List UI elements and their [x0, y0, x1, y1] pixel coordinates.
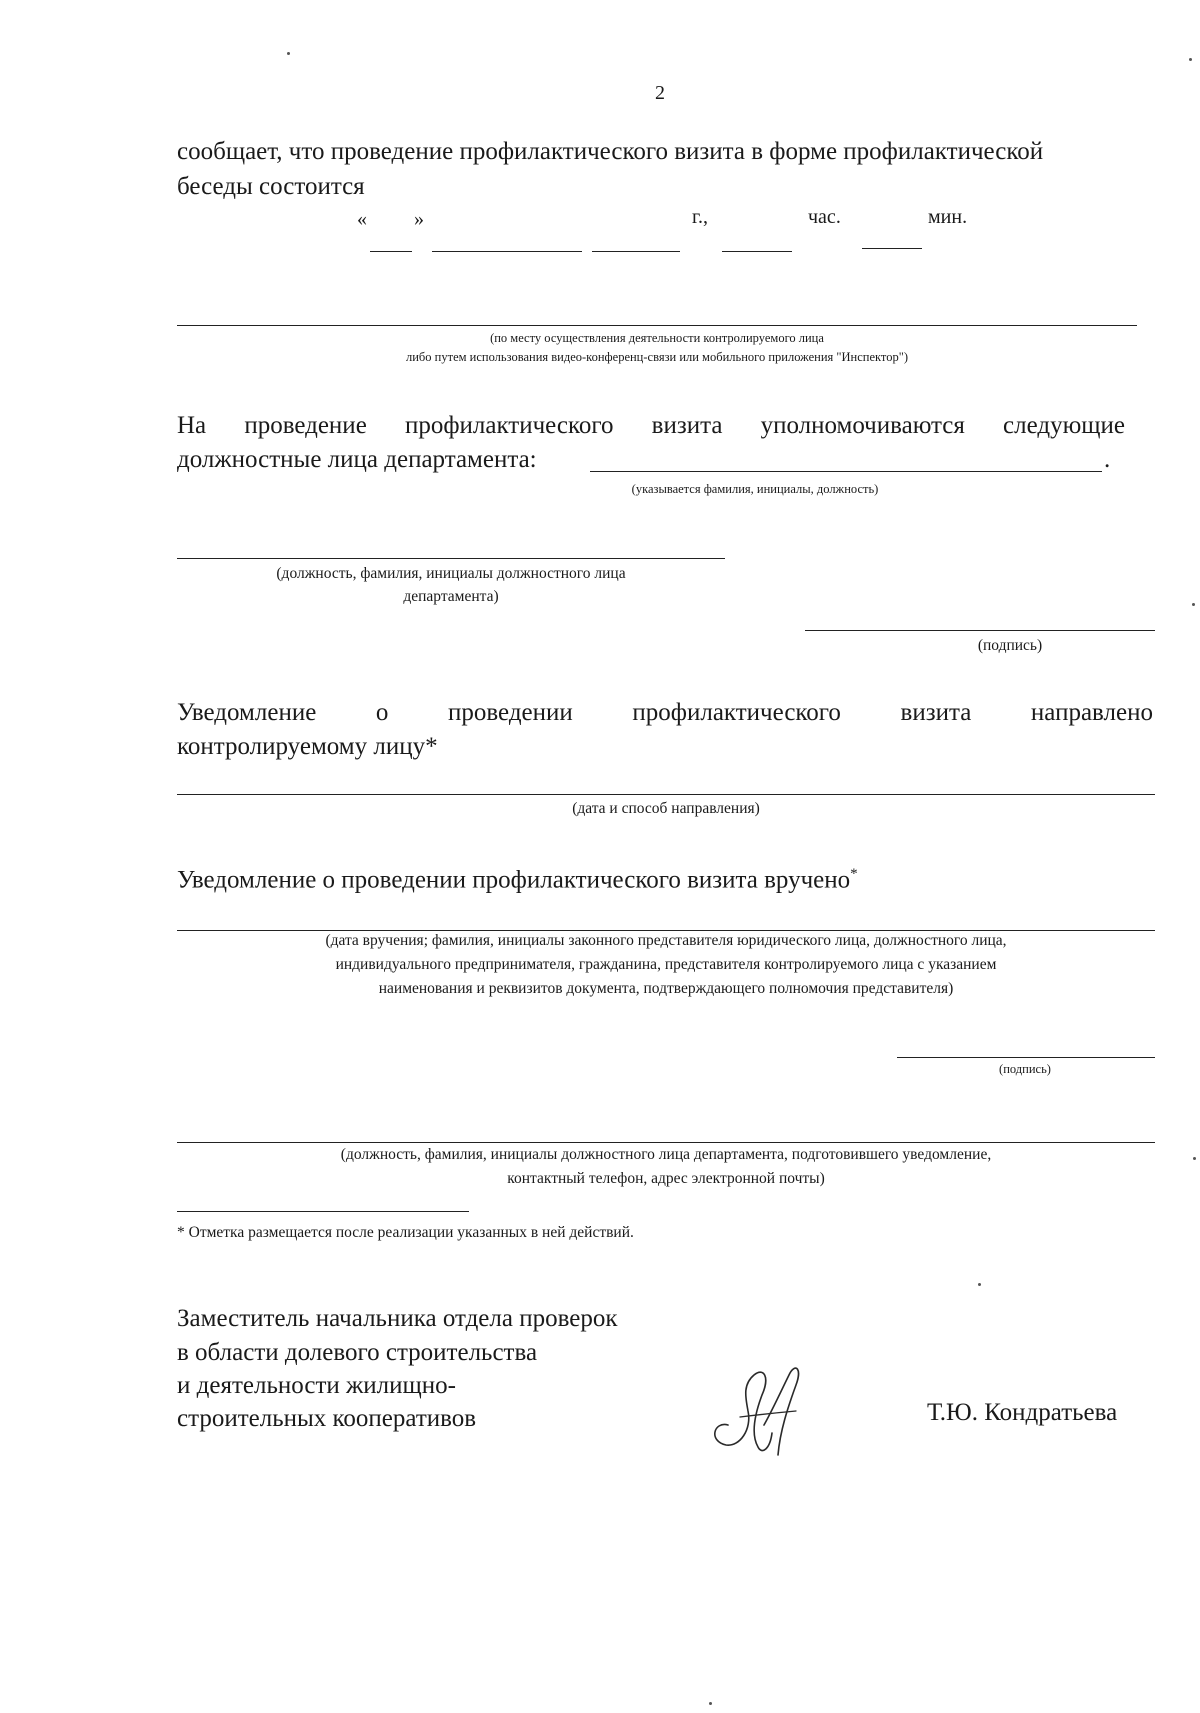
notification-word: профилактического: [632, 699, 841, 726]
hour-blank: [722, 251, 792, 252]
date-quote-close: »: [414, 208, 424, 230]
official-signature-caption: (подпись): [977, 637, 1043, 654]
preparer-caption-line2: контактный телефон, адрес электронной почты): [507, 1170, 825, 1187]
authorized-word: следующие: [1003, 412, 1125, 439]
signatory-title-line4: строительных кооперативов: [177, 1405, 477, 1432]
delivered-caption-line3: наименования и реквизитов документа, подтверждающего полномочия представителя): [378, 980, 954, 997]
footnote-separator: [177, 1211, 469, 1212]
notification-sent-line: [177, 794, 1155, 795]
authorized-word: проведение: [244, 412, 367, 439]
visit-text-line1: сообщает, что проведение профилактического визита в форме профилактической: [177, 138, 1044, 165]
scan-speck: [1193, 1157, 1196, 1160]
signatory-title-line2: в области долевого строительства: [177, 1339, 538, 1366]
notification-delivered-text: [177, 866, 858, 894]
notification-sent-line1: [177, 699, 1153, 727]
signatory-title-line1: Заместитель начальника отдела проверок: [177, 1305, 618, 1332]
authorized-period: .: [1104, 446, 1111, 473]
authorized-word: профилактического: [404, 412, 614, 439]
notification-sent-line2: контролируемому лицу*: [177, 733, 438, 760]
preparer-line: [177, 1142, 1155, 1143]
place-caption-line2: либо путем использования видео-конференц-связи или мобильного приложения "Инспектор"): [406, 350, 908, 364]
notification-word: Уведомление: [177, 699, 317, 726]
notification-word: визита: [900, 699, 972, 726]
place-caption-line1: (по месту осуществления деятельности контролируемого лица: [490, 331, 824, 345]
delivered-signature-caption: (подпись): [999, 1062, 1051, 1076]
day-blank: [370, 251, 412, 252]
official-caption-line2: департамента): [403, 588, 499, 605]
visit-text-line2: беседы состоится: [177, 173, 365, 200]
hour-unit: час.: [808, 206, 841, 228]
authorized-word: визита: [651, 412, 723, 439]
notification-delivered-asterisk: *: [850, 866, 858, 882]
handwritten-signature: [700, 1355, 820, 1465]
footnote-text: * Отметка размещается после реализации указанных в ней действий.: [177, 1224, 634, 1241]
minute-blank: [862, 248, 922, 249]
official-line: [177, 558, 725, 559]
scan-speck: [709, 1702, 712, 1705]
notification-delivered-label: Уведомление о проведении профилактического визита вручено: [177, 866, 851, 894]
authorized-text-line2: должностные лица департамента:: [177, 446, 537, 473]
scan-speck: [978, 1283, 981, 1286]
notification-delivered-line: [177, 930, 1155, 931]
place-line: [177, 325, 1137, 326]
signatory-title-line3: и деятельности жилищно-: [177, 1372, 456, 1399]
authorized-text-line1: [177, 412, 1125, 440]
scan-speck: [1189, 58, 1192, 61]
official-caption-line1: (должность, фамилия, инициалы должностного лица: [276, 565, 626, 582]
minute-unit: мин.: [928, 206, 968, 228]
official-signature-line: [805, 630, 1155, 631]
notification-word: проведении: [448, 699, 573, 726]
delivered-caption-line1: (дата вручения; фамилия, инициалы законного представителя юридического лица, должностного лица,: [325, 932, 1007, 949]
signatory-name: Т.Ю. Кондратьева: [927, 1399, 1118, 1426]
year-unit: г.,: [692, 206, 708, 228]
scan-speck: [1192, 603, 1195, 606]
delivered-signature-line: [897, 1057, 1155, 1058]
authorized-caption: (указывается фамилия, инициалы, должность): [631, 482, 879, 496]
delivered-caption-line2: индивидуального предпринимателя, гражданина, представителя контролируемого лица с указанием: [335, 956, 997, 973]
notification-sent-caption: (дата и способ направления): [572, 800, 760, 817]
authorized-word: На: [177, 412, 207, 439]
authorized-blank: [590, 471, 1102, 472]
notification-word: о: [375, 699, 389, 726]
year-blank: [592, 251, 680, 252]
notification-word: направлено: [1030, 699, 1153, 726]
page-number: 2: [655, 82, 665, 104]
authorized-word: уполномочиваются: [760, 412, 965, 439]
date-quote-open: «: [357, 208, 367, 230]
month-blank: [432, 251, 582, 252]
scan-speck: [287, 52, 290, 55]
preparer-caption-line1: (должность, фамилия, инициалы должностного лица департамента, подготовившего уведомление,: [340, 1146, 992, 1163]
